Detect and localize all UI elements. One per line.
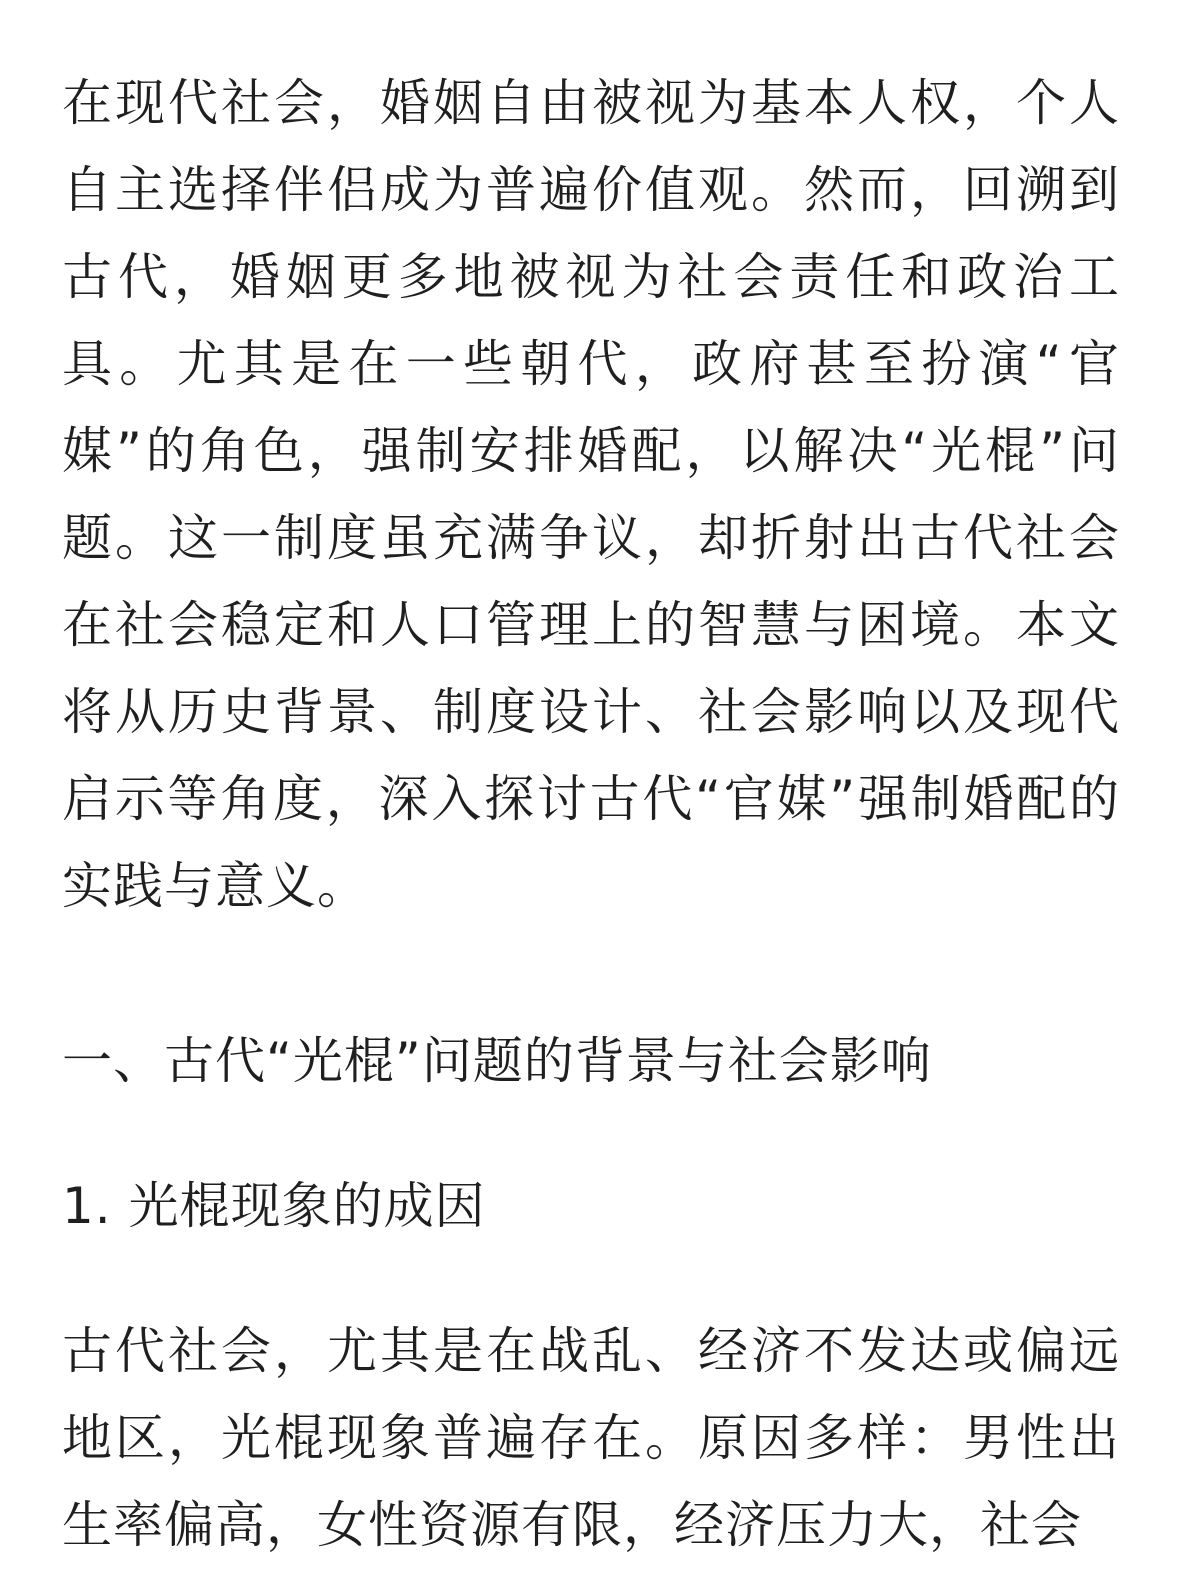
- article-body: [62, 60, 1120, 1569]
- intro-paragraph: 在现代社会，婚姻自由被视为基本人权，个人自主选择伴侣成为普遍价值观。然而，回溯到古代，婚姻更多地被视为社会责任和政治工具。尤其是在一些朝代，政府甚至扮演“官媒”的角色，强制安排婚配，以解决“光棍”问题。这一制度虽充满争议，却折射出古代社会在社会稳定和人口管理上的智慧与困境。本文将从历史背景、制度设计、社会影响以及现代启示等角度，深入探讨古代“官媒”强制婚配的实践与意义。: [62, 74, 1120, 915]
- section-heading: 一、古代“光棍”问题的背景与社会影响: [62, 1032, 932, 1090]
- sub-heading: 1. 光棍现象的成因: [62, 1177, 486, 1235]
- body-paragraph: 古代社会，尤其是在战乱、经济不发达或偏远地区，光棍现象普遍存在。原因多样：男性出生率偏高，女性资源有限，经济压力大，社会: [62, 1322, 1120, 1554]
